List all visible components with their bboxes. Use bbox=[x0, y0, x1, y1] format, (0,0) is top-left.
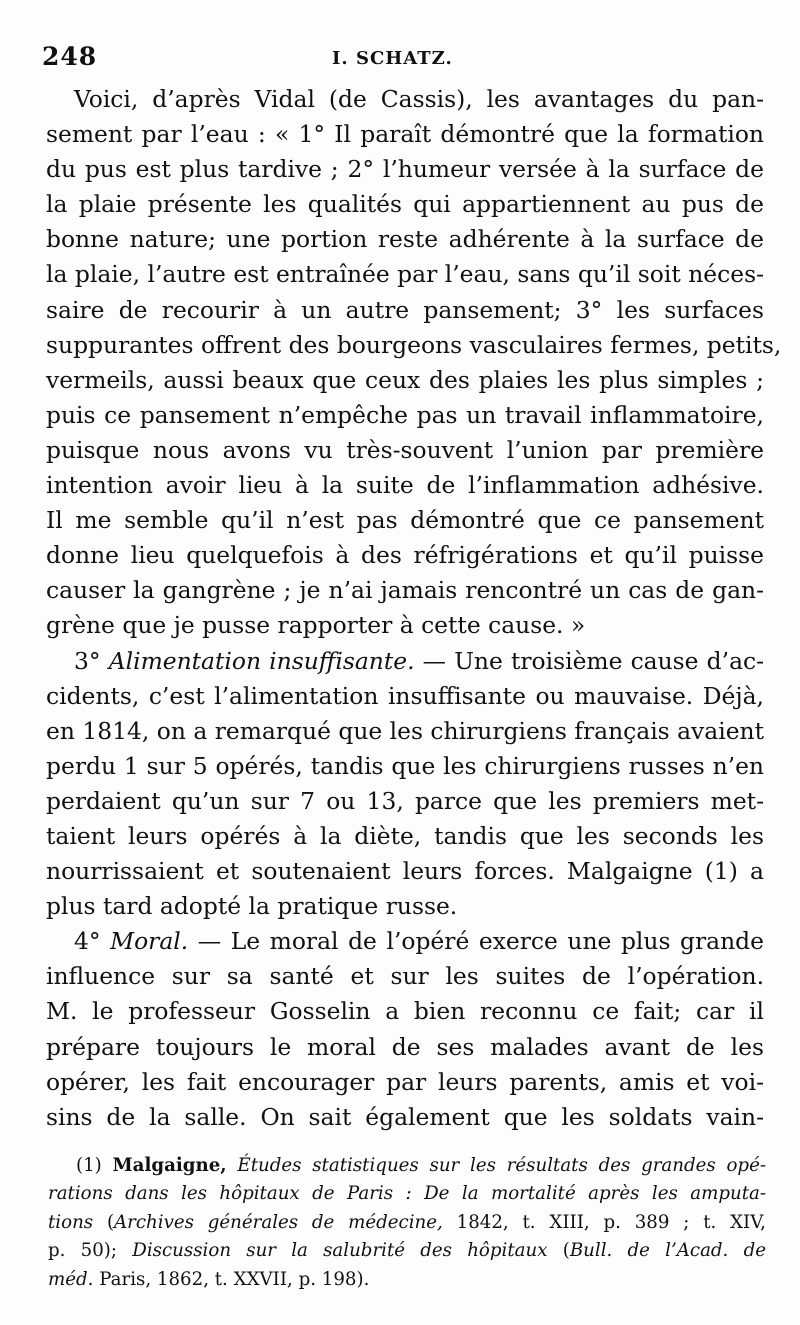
text-line: la plaie présente les qualités qui appartiennent au pus de bbox=[46, 190, 764, 219]
section-3-title: Alimentation insuffisante. bbox=[108, 646, 415, 675]
text-line: suppurantes offrent des bourgeons vasculaires fermes, petits, bbox=[46, 330, 782, 359]
footnote-line bbox=[48, 1152, 766, 1180]
body-text bbox=[46, 82, 782, 1135]
page-number: 248 bbox=[42, 42, 98, 71]
text-line: sins de la salle. On sait également que les soldats vain- bbox=[46, 1102, 764, 1131]
text-line: puis ce pansement n’empêche pas un travail inflammatoire, bbox=[46, 400, 764, 429]
text-line: perdaient qu’un sur 7 ou 13, parce que les premiers met- bbox=[46, 786, 764, 815]
text-line: du pus est plus tardive ; 2° l’humeur versée à la surface de bbox=[46, 155, 764, 184]
text-line: nourrissaient et soutenaient leurs forces. Malgaigne (1) a bbox=[46, 857, 764, 886]
footnote-line: rations dans les hôpitaux de Paris : De la mortalité après les amputa- bbox=[48, 1183, 766, 1205]
text-line: Il me semble qu’il n’est pas démontré que ce pansement bbox=[46, 506, 764, 535]
running-head: I. SCHATZ. bbox=[332, 48, 453, 69]
text-line: prépare toujours le moral de ses malades avant de les bbox=[46, 1032, 764, 1061]
section-4-title: Moral. bbox=[110, 927, 189, 956]
text-line: grène que je pusse rapporter à cette cause. » bbox=[46, 611, 586, 640]
text-line: donne lieu quelquefois à des réfrigérations et qu’il puisse bbox=[46, 541, 764, 570]
text-line: M. le professeur Gosselin a bien reconnu ce fait; car il bbox=[46, 997, 764, 1026]
text-line: bonne nature; une portion reste adhérente à la surface de bbox=[46, 225, 764, 254]
text-line: taient leurs opérés à la diète, tandis que les seconds les bbox=[46, 821, 764, 850]
footnote-line: tions (Archives générales de médecine, 1842, t. XIII, p. 389 ; t. XIV, bbox=[48, 1211, 766, 1233]
text-line: cidents, c’est l’alimentation insuffisante ou mauvaise. Déjà, bbox=[46, 681, 764, 710]
text-line: causer la gangrène ; je n’ai jamais rencontré un cas de gan- bbox=[46, 576, 764, 605]
footnote bbox=[48, 1152, 766, 1294]
page-header bbox=[42, 42, 762, 78]
text-line: puisque nous avons vu très-souvent l’union par première bbox=[46, 435, 764, 464]
section-3-number: 3° bbox=[74, 646, 101, 675]
text-line: influence sur sa santé et sur les suites de l’opération. bbox=[46, 962, 764, 991]
text-line: la plaie, l’autre est entraînée par l’eau, sans qu’il soit néces- bbox=[46, 260, 764, 289]
text-line: en 1814, on a remarqué que les chirurgiens français avaient bbox=[46, 716, 765, 745]
section-3-heading-line bbox=[46, 644, 764, 679]
text-line: Voici, d’après Vidal (de Cassis), les avantages du pan- bbox=[74, 85, 764, 113]
footnote-line: p. 50); Discussion sur la salubrité des hôpitaux (Bull. de l’Acad. de bbox=[48, 1240, 766, 1262]
text-line: opérer, les fait encourager par leurs parents, amis et voi- bbox=[46, 1067, 764, 1096]
section-4-first-line-rest: — Le moral de l’opéré exerce une plus grande bbox=[197, 927, 765, 956]
footnote-line: méd. Paris, 1862, t. XXVII, p. 198). bbox=[48, 1268, 370, 1290]
text-line: intention avoir lieu à la suite de l’inflammation adhésive. bbox=[46, 471, 764, 500]
section-4-number: 4° bbox=[74, 927, 101, 956]
text-line: plus tard adopté la pratique russe. bbox=[46, 892, 458, 921]
text-line: vermeils, aussi beaux que ceux des plaies les plus simples ; bbox=[46, 365, 764, 394]
footnote-marker: (1) bbox=[76, 1155, 102, 1176]
section-4-heading-line bbox=[46, 924, 764, 959]
footnote-author: Malgaigne, bbox=[112, 1155, 227, 1176]
section-3-first-line-rest: — Une troisième cause d’ac- bbox=[422, 646, 765, 675]
text-line: perdu 1 sur 5 opérés, tandis que les chirurgiens russes n’en bbox=[46, 751, 764, 780]
text-line: saire de recourir à un autre pansement; 3° les surfaces bbox=[46, 295, 764, 324]
footnote-title: Études statistiques sur les résultats des grandes opé- bbox=[237, 1155, 766, 1176]
text-line: sement par l’eau : « 1° Il paraît démontré que la formation bbox=[46, 120, 764, 149]
